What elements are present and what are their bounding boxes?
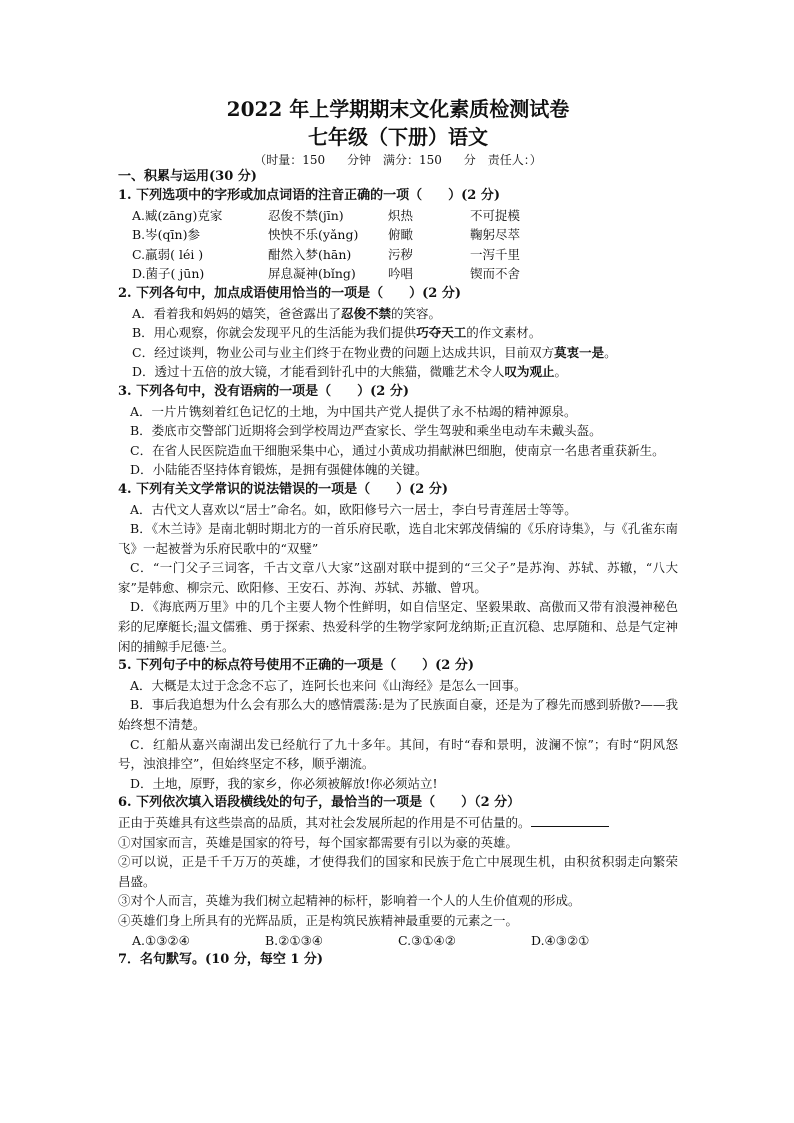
question-5-option-b: B．事后我追想为什么会有那么大的感情震荡:是为了民族面自豪，还是为了穆先而感到骄傲?——我始终想不清楚。 xyxy=(118,697,678,733)
exam-meta: （时量：150 分钟 满分：150 分 责任人：） xyxy=(254,153,542,167)
question-6-item-4: ④英雄们身上所具有的光辉品质，正是构筑民族精神最重要的元素之一。 xyxy=(118,912,519,928)
question-3-option-a: A．一片片镌刻着红色记忆的土地，为中国共产党人提供了永不枯竭的精神源泉。 xyxy=(130,403,577,419)
question-6-item-1: ①对国家而言，英雄是国家的符号，每个国家都需要有引以为豪的英雄。 xyxy=(118,834,519,850)
question-4-option-c: C．“一门父子三词客，千古文章八大家”这副对联中提到的“三父子”是苏洵、苏轼、苏辙，“八大家”是韩愈、柳宗元、欧阳修、王安石、苏洵、苏轼、苏辙、曾巩。 xyxy=(118,560,678,595)
exam-subtitle: 七年级（下册）语文 xyxy=(308,125,488,149)
question-2-heading: 2. 下列各句中，加点成语使用恰当的一项是（ ）(2 分) xyxy=(118,285,461,301)
question-3-option-d: D．小陆能否坚持体育锻炼，是拥有强健体魄的关键。 xyxy=(130,462,428,478)
section-heading: 一、积累与运用(30 分) xyxy=(118,169,257,184)
question-5-option-a: A．大概是太过于念念不忘了，连阿长也来问《山海经》是怎么一回事。 xyxy=(130,677,527,693)
answer-option-d: D.④③②① xyxy=(531,932,590,948)
question-1-option-d: D.菌子( jūn) 屏息凝神(bǐng) 吟唱 锲而不舍 xyxy=(132,266,521,282)
question-6-lead: 正由于英雄具有这些崇高的品质，其对社会发展所起的作用是不可估量的。 xyxy=(118,813,678,833)
question-7-heading: 7．名句默写。(10 分，每空 1 分) xyxy=(118,952,324,968)
exam-title: 2022 年上学期期末文化素质检测试卷 xyxy=(226,97,570,121)
question-1-option-b: B.岑(qīn)参 怏怏不乐(yǎng) 俯瞰 鞠躬尽萃 xyxy=(132,227,521,243)
question-2-option-d: D．透过十五倍的放大镜，才能看到针孔中的大熊猫，微雕艺术令人叹为观止。 xyxy=(132,364,568,380)
question-5-heading: 5. 下列句子中的标点符号使用不正确的一项是（ ）(2 分) xyxy=(118,658,474,674)
question-1-heading: 1. 下列选项中的字形或加点词语的注音正确的一项（ ）(2 分) xyxy=(118,188,500,203)
question-4-option-a: A．古代文人喜欢以“居士”命名。如，欧阳修号六一居士，李白号青莲居士等等。 xyxy=(130,501,577,517)
question-3-option-b: B．娄底市交警部门近期将会到学校周边严查家长、学生驾驶和乘坐电动车未戴头盔。 xyxy=(130,423,602,439)
question-5-option-d: D．土地，原野，我的家乡，你必须被解放!你必须站立! xyxy=(130,775,438,791)
question-2-option-a: A．看着我和妈妈的嬉笑，爸爸露出了忍俊不禁的笑容。 xyxy=(132,305,442,321)
question-5-option-c: C．红船从嘉兴南湖出发已经航行了九十多年。其间，有时“春和景明，波澜不惊”；有时“阴风怒号，浊浪排空”，但始终坚定不移，顺乎潮流。 xyxy=(118,736,678,772)
question-6-answers xyxy=(118,931,678,951)
answer-option-a: A.①③②④ xyxy=(132,932,190,948)
answer-blank xyxy=(531,814,609,827)
question-6-item-3: ③对个人而言，英雄为我们树立起精神的标杆，影响着一个人的人生价值观的形成。 xyxy=(118,893,581,909)
question-4-option-d: D．《海底两万里》中的几个主要人物个性鲜明，如自信坚定、坚毅果敢、高傲而又带有浪漫神秘色彩的尼摩艇长;温文儒雅、勇于探索、热爱科学的生物学家阿龙纳斯;正直沉稳、忠厚随和、总是气定神闲的捕鲸手尼德·兰。 xyxy=(118,599,678,654)
question-4-heading: 4. 下列有关文学常识的说法错误的一项是（ ）(2 分) xyxy=(118,481,448,497)
question-2-option-b: B．用心观察，你就会发现平凡的生活能为我们提供巧夺天工的作文素材。 xyxy=(132,325,542,341)
question-3-heading: 3. 下列各句中，没有语病的一项是（ ）(2 分) xyxy=(118,383,409,399)
answer-option-b: B.②①③④ xyxy=(265,932,323,948)
answer-option-c: C.③①④② xyxy=(398,932,456,948)
question-2-option-c: C．经过谈判，物业公司与业主们终于在物业费的问题上达成共识，目前双方莫衷一是。 xyxy=(132,344,617,360)
question-1-option-a: A.臧(zāng)克家 忍俊不禁(jīn) 炽热 不可捉模 xyxy=(132,207,521,223)
exam-page xyxy=(118,96,678,970)
question-3-option-c: C．在省人民医院造血干细胞采集中心，通过小黄成功捐献淋巴细胞，使南京一名患者重获新生。 xyxy=(130,442,665,458)
question-6-heading: 6. 下列依次填入语段横线处的句子，最恰当的一项是（ ）（2 分） xyxy=(118,795,521,811)
question-1-option-c: C.羸弱( léi ) 酣然入梦(hān) 污秽 一泻千里 xyxy=(132,246,521,262)
question-6-item-2: ②可以说，正是千千万万的英雄，才使得我们的国家和民族于危亡中展现生机，由积贫积弱走向繁荣昌盛。 xyxy=(118,854,678,889)
question-4-option-b: B．《木兰诗》是南北朝时期北方的一首乐府民歌，选自北宋郭茂倩编的《乐府诗集》，与《孔雀东南飞》一起被誉为乐府民歌中的“双璧” xyxy=(118,521,678,556)
